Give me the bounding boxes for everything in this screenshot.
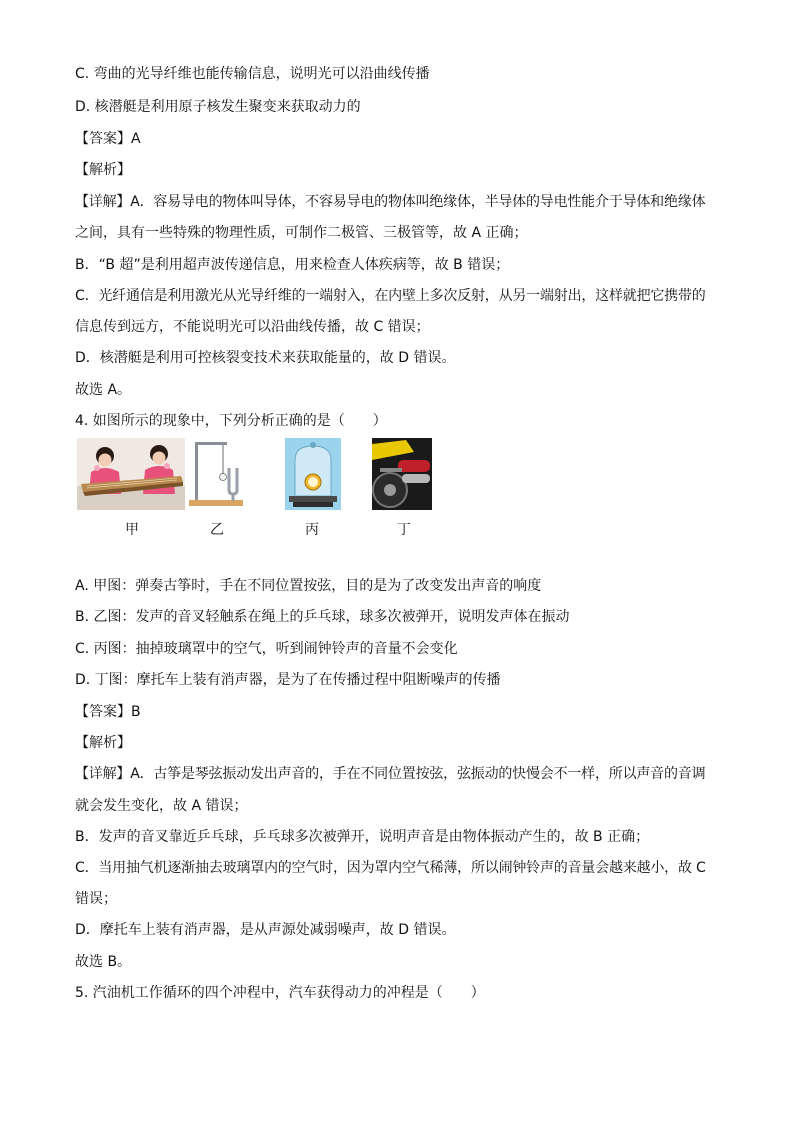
- q5-stem: 5. 汽油机工作循环的四个冲程中，汽车获得动力的冲程是（ ）: [75, 985, 485, 1001]
- motorcycle-muffler-image: [372, 438, 432, 510]
- q4-figure-strip: [75, 438, 455, 542]
- q4-option-d: D. 丁图：摩托车上装有消声器，是为了在传播过程中阻断噪声的传播: [75, 672, 501, 688]
- q3-detail-line: 信息传到远方，不能说明光可以沿曲线传播，故 C 错误；: [75, 319, 430, 335]
- q3-conclusion: 故选 A。: [75, 382, 132, 398]
- q4-detail-line: 错误；: [75, 891, 117, 907]
- q3-analysis-label: 【解析】: [75, 162, 131, 178]
- guzheng-players-image: [77, 438, 185, 510]
- q4-option-a: A. 甲图：弹奏古筝时，手在不同位置按弦，目的是为了改变发出声音的响度: [75, 578, 542, 594]
- q4-detail-line: B．发声的音叉靠近乒乓球，乒乓球多次被弹开，说明声音是由物体振动产生的，故 B 正确；: [75, 829, 650, 845]
- q4-conclusion: 故选 B。: [75, 954, 132, 970]
- bell-jar-image: [285, 438, 341, 510]
- q4-detail-line: D．摩托车上装有消声器，是从声源处减弱噪声，故 D 错误。: [75, 922, 456, 938]
- caption-jia: 甲: [125, 522, 139, 538]
- q3-detail-line: D．核潜艇是利用可控核裂变技术来获取能量的，故 D 错误。: [75, 350, 456, 366]
- q3-detail-line: B．“B 超”是利用超声波传递信息，用来检查人体疾病等，故 B 错误；: [75, 257, 510, 273]
- q3-option-c: C. 弯曲的光导纤维也能传输信息，说明光可以沿曲线传播: [75, 66, 430, 82]
- q3-detail-line: C．光纤通信是利用激光从光导纤维的一端射入，在内壁上多次反射，从另一端射出，这样就把它携带的: [75, 288, 706, 304]
- tuning-fork-image: [185, 438, 245, 510]
- q3-detail-line: 【详解】A．容易导电的物体叫导体，不容易导电的物体叫绝缘体，半导体的导电性能介于导体和绝缘体: [75, 194, 706, 210]
- q3-detail-line: 之间，具有一些特殊的物理性质，可制作二极管、三极管等，故 A 正确；: [75, 225, 528, 241]
- caption-bing: 丙: [305, 522, 319, 538]
- q4-detail-line: 就会发生变化，故 A 错误；: [75, 798, 248, 814]
- caption-yi: 乙: [210, 522, 224, 538]
- q3-option-d: D. 核潜艇是利用原子核发生聚变来获取动力的: [75, 99, 361, 115]
- q4-analysis-label: 【解析】: [75, 735, 131, 751]
- q4-stem: 4. 如图所示的现象中，下列分析正确的是（ ）: [75, 413, 387, 429]
- q4-answer: 【答案】B: [75, 704, 141, 720]
- q4-detail-line: C．当用抽气机逐渐抽去玻璃罩内的空气时，因为罩内空气稀薄，所以闹钟铃声的音量会越来越小，故 C: [75, 860, 706, 876]
- q3-answer: 【答案】A: [75, 131, 141, 147]
- q4-detail-line: 【详解】A．古筝是琴弦振动发出声音的，手在不同位置按弦，弦振动的快慢会不一样，所以声音的音调: [75, 766, 706, 782]
- q4-option-c: C. 丙图：抽掉玻璃罩中的空气，听到闹钟铃声的音量不会变化: [75, 641, 458, 657]
- caption-ding: 丁: [397, 522, 411, 538]
- q4-option-b: B. 乙图：发声的音叉轻触系在绳上的乒乓球，球多次被弹开，说明发声体在振动: [75, 609, 570, 625]
